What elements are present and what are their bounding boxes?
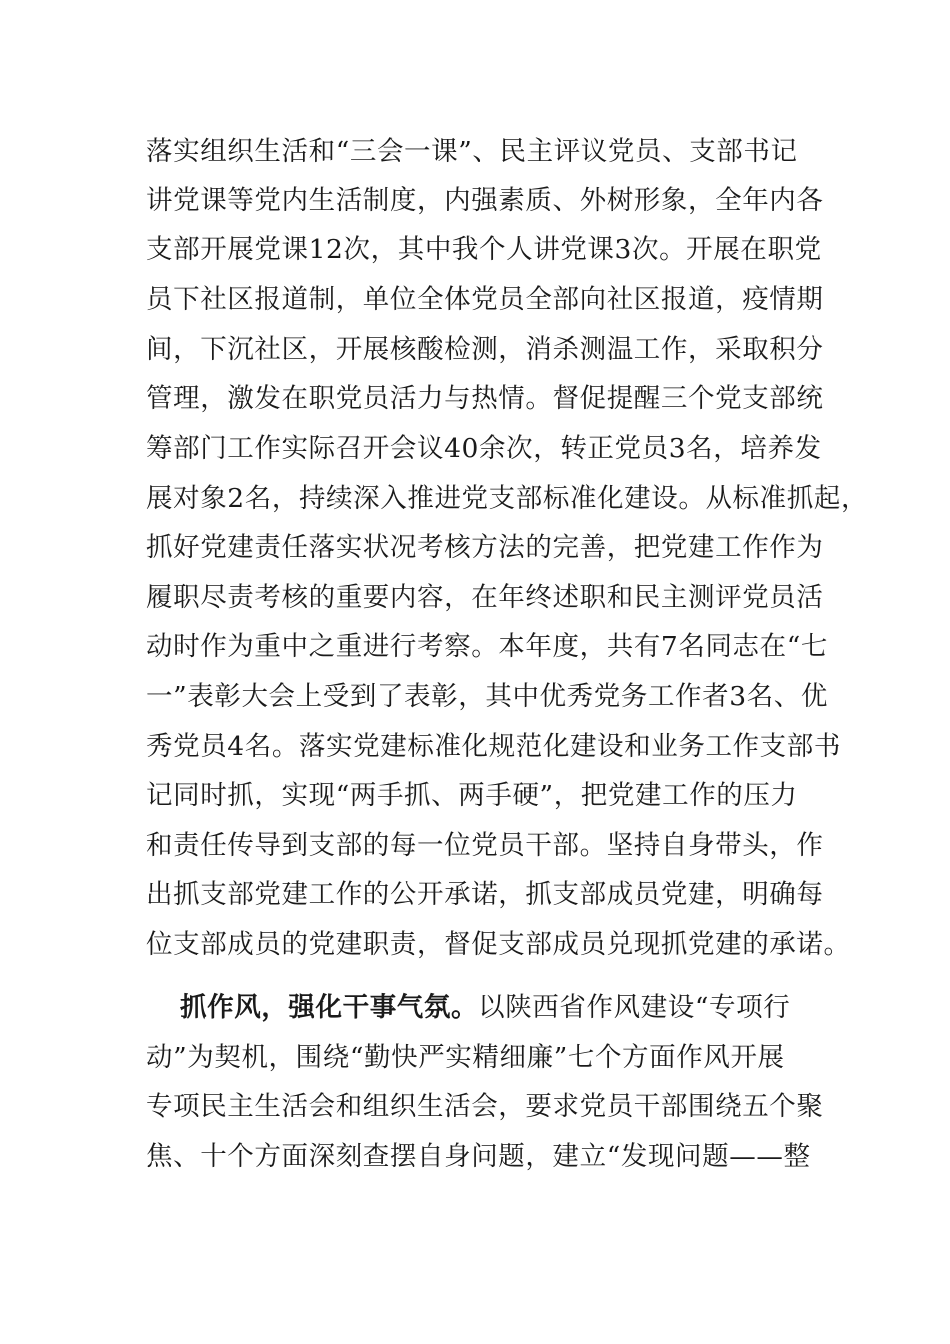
paragraph-1-line: 位支部成员的党建职责，督促支部成员兑现抓党建的承诺。 xyxy=(146,929,851,960)
paragraph-2-first-line-text: 以陕西省作风建设“专项行 xyxy=(478,992,791,1023)
paragraph-1-line: 筹部门工作实际召开会议40余次，转正党员3名，培养发 xyxy=(146,433,822,464)
paragraph-1-line: 落实组织生活和“三会一课”、民主评议党员、支部书记 xyxy=(146,136,798,167)
paragraph-1-line: 动时作为重中之重进行考察。本年度，共有7名同志在“七 xyxy=(146,631,829,662)
paragraph-1-line: 和责任传导到支部的每一位党员干部。坚持自身带头，作 xyxy=(146,830,824,861)
paragraph-2-line: 焦、十个方面深刻查摆自身问题，建立“发现问题——整 xyxy=(146,1141,811,1172)
paragraph-2-line: 动”为契机，围绕“勤快严实精细廉”七个方面作风开展 xyxy=(146,1042,785,1073)
paragraph-1-line: 抓好党建责任落实状况考核方法的完善，把党建工作作为 xyxy=(146,532,824,563)
paragraph-1-line: 支部开展党课12次，其中我个人讲党课3次。开展在职党 xyxy=(146,234,822,265)
paragraph-2-first-line xyxy=(180,992,790,1024)
paragraph-1-line: 秀党员4名。落实党建标准化规范化建设和业务工作支部书 xyxy=(146,731,841,762)
paragraph-1-line: 展对象2名，持续深入推进党支部标准化建设。从标准抓起， xyxy=(146,483,869,514)
paragraph-2-line: 专项民主生活会和组织生活会，要求党员干部围绕五个聚 xyxy=(146,1091,824,1122)
paragraph-1-line: 间，下沉社区，开展核酸检测，消杀测温工作，采取积分 xyxy=(146,334,824,365)
paragraph-1-line: 一”表彰大会上受到了表彰，其中优秀党务工作者3名、优 xyxy=(146,681,829,712)
paragraph-1-line: 出抓支部党建工作的公开承诺，抓支部成员党建，明确每 xyxy=(146,879,824,910)
paragraph-1-line: 员下社区报道制，单位全体党员全部向社区报道，疫情期 xyxy=(146,284,824,315)
paragraph-2-heading: 抓作风，强化干事气氛。 xyxy=(180,992,479,1023)
paragraph-1-line: 记同时抓，实现“两手抓、两手硬”，把党建工作的压力 xyxy=(146,780,798,811)
paragraph-1-line: 管理，激发在职党员活力与热情。督促提醒三个党支部统 xyxy=(146,383,824,414)
paragraph-1-line: 讲党课等党内生活制度，内强素质、外树形象，全年内各 xyxy=(146,185,824,216)
paragraph-1-line: 履职尽责考核的重要内容，在年终述职和民主测评党员活 xyxy=(146,582,824,613)
